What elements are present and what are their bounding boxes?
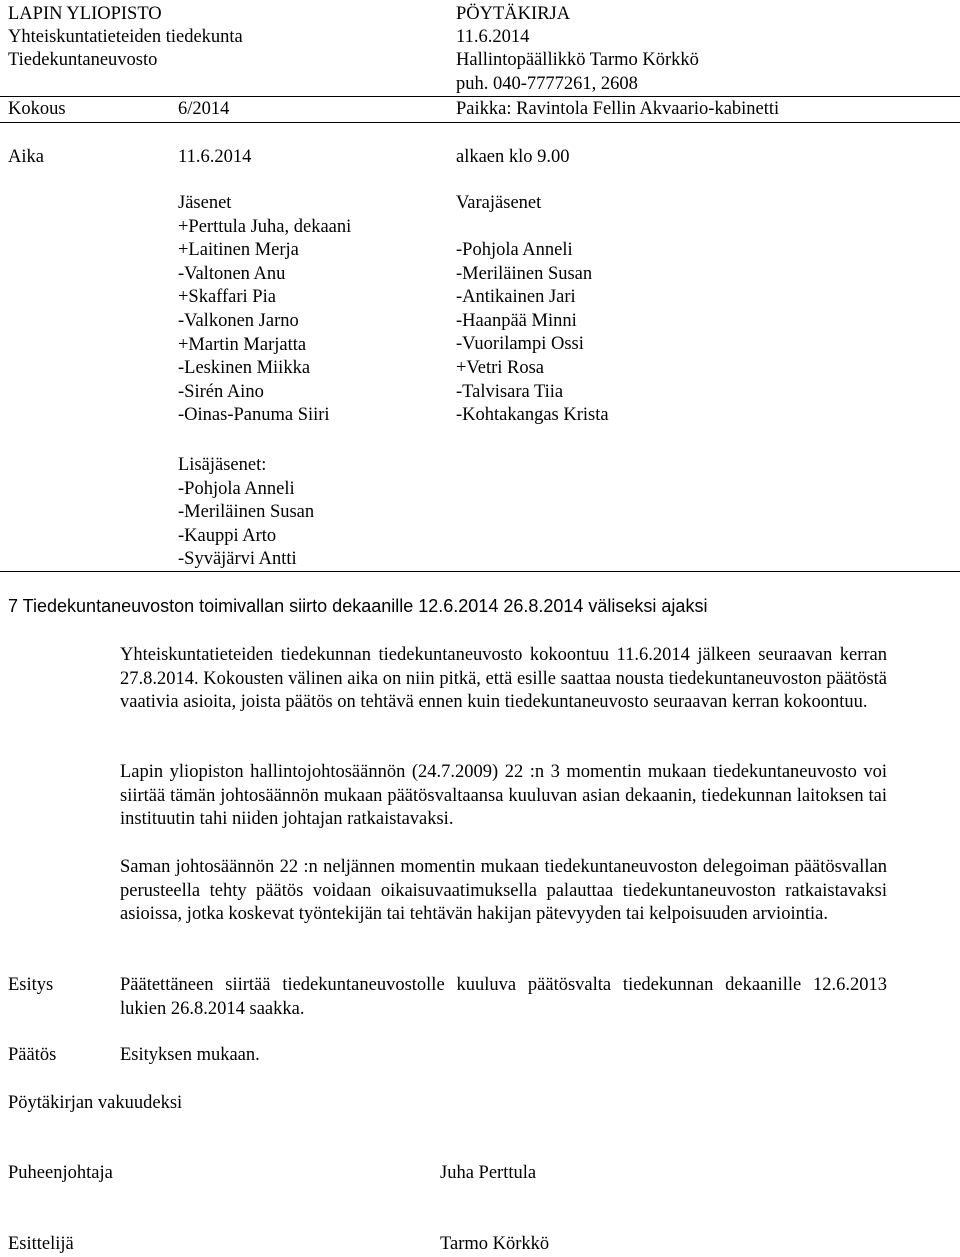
- deputy-item: -Haanpää Minni: [456, 310, 577, 331]
- time-date: 11.6.2014: [178, 147, 252, 167]
- section-divider: [0, 571, 960, 572]
- decision-text: Esityksen mukaan.: [120, 1045, 260, 1065]
- additional-members-list: [178, 454, 314, 572]
- paragraph-1: Yhteiskuntatieteiden tiedekunnan tiedekuntaneuvosto kokoontuu 11.6.2014 jälkeen seuraavan kerran 27.8.2014. Kokousten välinen aika on niin pitkä, että esille saattaa nousta tiedekuntaneuvoston päätöstä vaativia asioita, joista päätös on tehtävä ennen kuin tiedekuntaneuvosto seuraavan kerran kokoontuu.: [120, 645, 887, 712]
- start-time: alkaen klo 9.00: [456, 147, 570, 167]
- secretary-label: Esittelijä: [8, 1234, 74, 1254]
- time-label: Aika: [8, 147, 44, 167]
- proposal-text: Päätettäneen siirtää tiedekuntaneuvostolle kuuluva päätösvalta tiedekunnan dekaanille 12.6.2013 lukien 26.8.2014 saakka.: [120, 975, 887, 1019]
- member-item: -Sirén Aino: [178, 381, 264, 402]
- secretary-name: Tarmo Körkkö: [440, 1234, 550, 1254]
- meeting-place: Paikka: Ravintola Fellin Akvaario-kabinetti: [456, 99, 780, 119]
- meeting-divider: [0, 122, 960, 123]
- faculty-name: Yhteiskuntatieteiden tiedekunta: [8, 27, 243, 47]
- additional-heading: Lisäjäsenet:: [178, 455, 267, 475]
- member-item: +Laitinen Merja: [178, 240, 299, 261]
- meeting-label: Kokous: [8, 99, 66, 119]
- body-name: Tiedekuntaneuvosto: [8, 50, 158, 70]
- deputy-item: -Kohtakangas Krista: [456, 405, 609, 426]
- members-list: [178, 192, 351, 428]
- paragraph-2: Lapin yliopiston hallintojohtosäännön (24.7.2009) 22 :n 3 momentin mukaan tiedekuntaneuvosto voi siirtää tämän johtosäännön mukaan päätösvaltaansa kuuluvan asian dekaanin, tiedekunnan laitoksen tai instituutin tahi niiden johtajan ratkaistavaksi.: [120, 762, 887, 829]
- member-item: +Martin Marjatta: [178, 334, 307, 355]
- members-heading: Jäsenet: [178, 193, 232, 213]
- chair-label: Puheenjohtaja: [8, 1163, 113, 1183]
- member-item: -Oinas-Panuma Siiri: [178, 405, 330, 426]
- deputy-item: -Vuorilampi Ossi: [456, 334, 584, 355]
- header-divider: [0, 96, 960, 97]
- document-type: PÖYTÄKIRJA: [456, 4, 571, 24]
- org-name: LAPIN YLIOPISTO: [8, 4, 162, 24]
- deputy-item: -Pohjola Anneli: [456, 240, 573, 260]
- deputy-item: -Antikainen Jari: [456, 287, 576, 308]
- officer-phone: puh. 040-7777261, 2608: [456, 74, 638, 94]
- deputy-item: -Talvisara Tiia: [456, 381, 564, 402]
- additional-item: -Syväjärvi Antti: [178, 549, 297, 570]
- member-item: +Skaffari Pia: [178, 287, 276, 308]
- chair-name: Juha Perttula: [440, 1163, 537, 1183]
- deputy-item: -Meriläinen Susan: [456, 263, 593, 284]
- document-date: 11.6.2014: [456, 27, 530, 47]
- paragraph-3: Saman johtosäännön 22 :n neljännen momentin mukaan tiedekuntaneuvoston delegoiman päätösvallan perusteella tehty päätös voidaan oikaisuvaatimuksella palauttaa tiedekuntaneuvoston ratkaistavaksi asioissa, jotka koskevat työntekijän tai tehtävän hakijan pätevyyden tai kelpoisuuden arviointia.: [120, 857, 887, 924]
- additional-item: -Kauppi Arto: [178, 525, 277, 546]
- deputies-heading: Varajäsenet: [456, 193, 542, 213]
- deputy-item: +Vetri Rosa: [456, 357, 545, 378]
- member-item: -Valtonen Anu: [178, 263, 286, 284]
- agenda-item-title: 7 Tiedekuntaneuvoston toimivallan siirto dekaanille 12.6.2014 26.8.2014 väliseksi ajaksi: [8, 596, 708, 616]
- additional-item: -Meriläinen Susan: [178, 502, 315, 523]
- deputies-list: [456, 239, 609, 428]
- member-item: -Leskinen Miikka: [178, 358, 311, 379]
- member-item: +Perttula Juha, dekaani: [178, 216, 352, 237]
- decision-label: Päätös: [8, 1045, 57, 1065]
- additional-item: -Pohjola Anneli: [178, 478, 295, 499]
- member-item: -Valkonen Jarno: [178, 310, 299, 331]
- signatures-heading: Pöytäkirjan vakuudeksi: [8, 1093, 183, 1113]
- meeting-number: 6/2014: [178, 99, 230, 119]
- officer-name: Hallintopäällikkö Tarmo Körkkö: [456, 50, 699, 70]
- proposal-label: Esitys: [8, 975, 54, 995]
